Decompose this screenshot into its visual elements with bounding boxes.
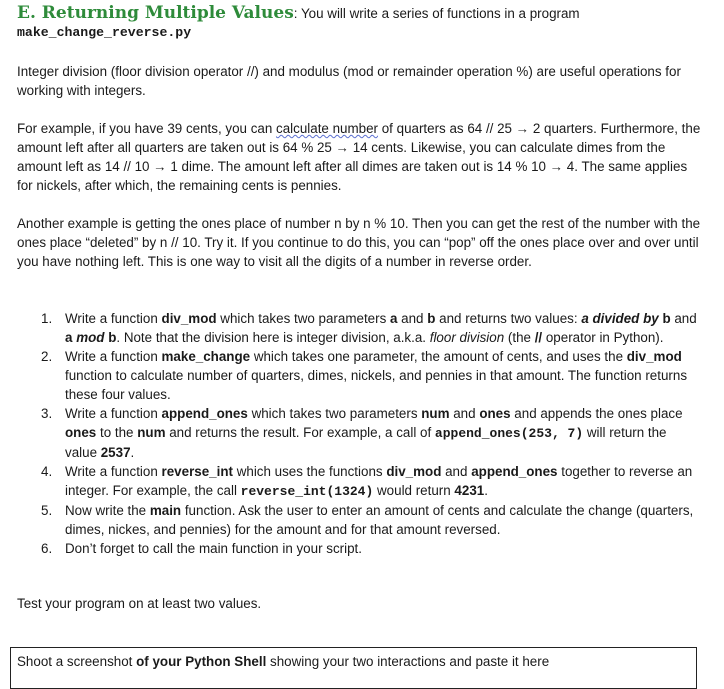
task-text: (the [504,330,535,345]
task-text: and returns the result. For example, a call of [165,425,435,440]
intro-paragraph: Integer division (floor division operator //) and modulus (mod or remainder operation %) are useful operations for working with integers. [17,64,681,98]
task-text: and appends the ones place [510,406,683,421]
task-emphasis: a divided by [581,311,659,326]
screenshot-instruction-start: Shoot a screenshot [17,654,137,669]
spellcheck-underlined-text: calculate number [276,121,379,136]
task-emphasis: b [662,311,671,326]
task-emphasis: // [534,330,543,345]
task-emphasis: mod [76,330,105,345]
task-text: Write a function [65,311,162,326]
screenshot-instruction-emphasis: of your Python Shell [136,654,267,669]
task-emphasis: make_change [161,349,251,364]
task-emphasis: a [389,311,398,326]
example-paragraph-digits: Another example is getting the ones place of number n by n % 10. Then you can get the rest of the number with the ones place “deleted” by n // 10. Try it. If you continue to do this, you can “pop” off the ones place over and over until you have nothing left. This is one way to visit all the digits of a number in reverse order. [17,216,701,269]
task-emphasis: 4231 [454,483,485,498]
task-emphasis: reverse_int(1324) [240,484,374,499]
task-emphasis: append_ones [161,406,248,421]
screenshot-answer-box[interactable] [10,647,697,689]
task-text: and [441,464,472,479]
task-text: and [670,311,697,326]
task-item [17,309,701,347]
task-text: which uses the functions [232,464,387,479]
task-text: function to calculate number of quarters, dimes, nickels, and pennies in that amount. The function returns these four values. [65,368,688,402]
task-text: . [130,445,135,460]
task-text: Write a function [65,406,162,421]
task-emphasis: num [137,425,166,440]
task-number: 3. [41,406,53,421]
task-emphasis: reverse_int [161,464,233,479]
task-emphasis: main [149,503,182,518]
task-item [17,539,701,558]
task-emphasis: b [108,330,117,345]
task-text: Don’t forget to call the main function in your script. [65,541,362,556]
test-instruction: Test your program on at least two values. [17,596,262,611]
task-text: and [449,406,480,421]
task-emphasis: div_mod [626,349,682,364]
task-emphasis: a [65,330,73,345]
task-text: which takes two parameters [216,311,390,326]
task-list [17,309,701,558]
task-item [17,404,701,462]
task-item [17,462,701,501]
task-emphasis: floor division [429,330,505,345]
task-number: 4. [41,464,53,479]
task-text: together to reverse an integer. For example, the call [65,464,693,498]
task-number: 2. [41,349,53,364]
program-filename: make_change_reverse.py [17,25,192,40]
task-text: and [397,311,428,326]
task-emphasis: div_mod [386,464,442,479]
task-emphasis: ones [479,406,511,421]
section-heading [17,2,580,25]
task-text: Write a function [65,464,162,479]
task-emphasis: append_ones [471,464,558,479]
task-emphasis: div_mod [161,311,217,326]
task-number: 6. [41,541,53,556]
screenshot-instruction-end: showing your two interactions and paste it here [266,654,550,669]
task-emphasis: ones [65,425,97,440]
task-text: function. Ask the user to enter an amount of cents and calculate the change (quarters, dimes, nickes, and pennies) for the amount and for that amount reversed. [65,503,694,537]
task-number: 5. [41,503,53,518]
task-text: . Note that the division here is integer division, a.k.a. [116,330,430,345]
task-text: which takes one parameter, the amount of cents, and uses the [250,349,627,364]
example-paragraph-cents [17,119,701,195]
task-number: 1. [41,311,53,326]
task-text: which takes two parameters [247,406,422,421]
task-item [17,347,701,404]
example-text-end: of quarters as 64 // 25 → 2 quarters. Furthermore, the amount left after all quarters are taken out is 64 % 25 → 14 cents. Likewise, you can calculate dimes from the amount left as 14 // 10 → 1 dime. The amount left after all dimes are taken out is 14 % 10 → 4. The same applies for nickels, after which, the remaining cents is pennies. [17,121,701,193]
section-subtitle: : You will write a series of functions in a program [293,6,580,21]
task-text: and returns two values: [435,311,582,326]
task-emphasis: append_ones(253, 7) [434,426,584,441]
task-text: will return the value [65,425,667,460]
task-text: would return [373,483,455,498]
task-text: Now write the [65,503,150,518]
example-text-start: For example, if you have 39 cents, you can [17,121,277,136]
task-text: operator in Python). [542,330,664,345]
task-emphasis: num [421,406,450,421]
section-title: E. Returning Multiple Values [17,3,294,23]
task-emphasis: b [427,311,436,326]
task-emphasis: 2537 [100,445,131,460]
task-text: Write a function [65,349,162,364]
task-text: to the [96,425,138,440]
task-item [17,501,701,539]
task-text: . [484,483,488,498]
